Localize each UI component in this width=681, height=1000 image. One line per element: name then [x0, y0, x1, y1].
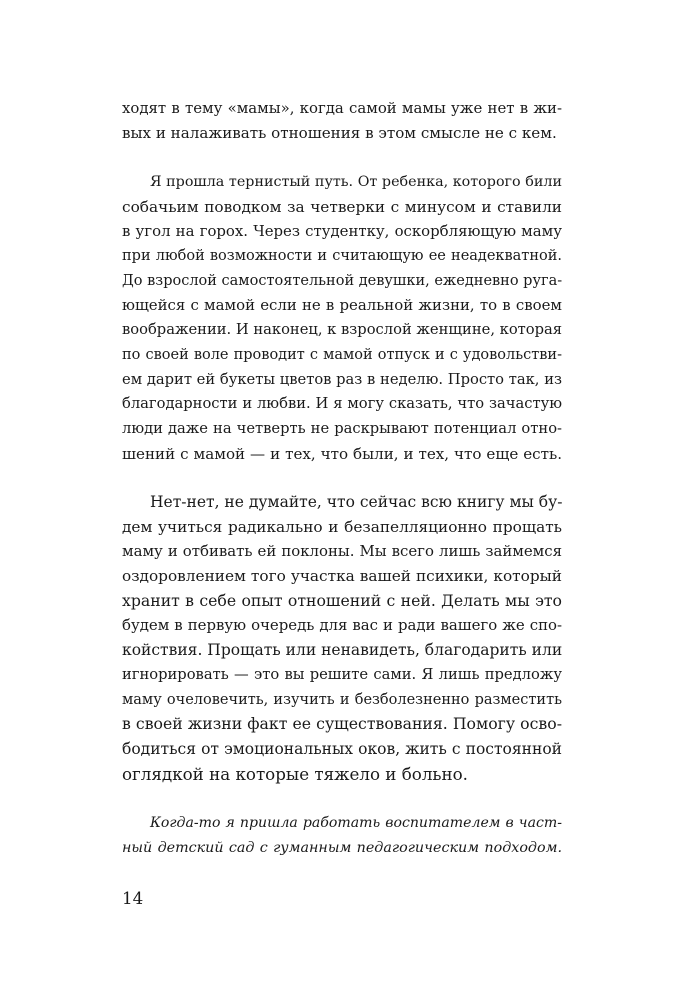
paragraph-4-italic [122, 811, 562, 860]
text-line: воображении. И наконец, к взрослой женщине, которая [122, 321, 563, 339]
page-number: 14 [122, 888, 144, 908]
paragraph-1 [122, 96, 562, 145]
text-line: койствия. Прощать или ненавидеть, благодарить или [122, 641, 563, 660]
text-line: оздоровлением того участка вашей психики, который [122, 567, 562, 586]
text-line: ем дарит ей букеты цветов раз в неделю. Просто так, из [122, 370, 562, 388]
text-line: маму очеловечить, изучить и безболезненно разместить [122, 691, 562, 708]
text-line: маму и отбивать ей поклоны. Мы всего лишь займемся [122, 542, 562, 561]
text-line: в угол на горох. Через студентку, оскорбляющую маму [122, 222, 562, 241]
text-line: шений с мамой — и тех, что были, и тех, что еще есть. [122, 444, 562, 463]
text-line: в своей жизни факт ее существования. Помогу осво- [122, 714, 562, 734]
text-line: ходят в тему «мамы», когда самой мамы уже нет в жи- [122, 99, 562, 117]
text-line: будем в первую очередь для вас и ради вашего же спо- [122, 616, 562, 635]
text-line: оглядкой на которые тяжело и больно. [122, 763, 468, 784]
text-line: Нет-нет, не думайте, что сейчас всю книгу мы бу- [150, 493, 563, 511]
text-line: благодарности и любви. И я могу сказать, что зачастую [122, 395, 562, 413]
text-line: дем учиться радикально и безапелляционно прощать [122, 517, 562, 536]
paragraph-2 [122, 170, 562, 466]
text-line: ющейся с мамой если не в реальной жизни, то в своем [122, 296, 562, 315]
text-line: люди даже на четверть не раскрывают потенциал отно- [122, 419, 562, 437]
text-line: бодиться от эмоциональных оков, жить с постоянной [122, 739, 562, 758]
text-line: собачьим поводком за четверки с минусом и ставили [122, 197, 562, 216]
text-line: Когда-то я пришла работать воспитателем в част- [150, 815, 562, 831]
text-line: при любой возможности и считающую ее неадекватной. [122, 248, 562, 265]
text-line: ный детский сад с гуманным педагогическим подходом. [122, 839, 562, 856]
text-line: До взрослой самостоятельной девушки, ежедневно руга- [122, 272, 563, 289]
text-line: хранит в себе опыт отношений с ней. Делать мы это [122, 590, 562, 610]
text-line: Я прошла тернистый путь. От ребенка, которого били [150, 174, 562, 190]
text-line: по своей воле проводит с мамой отпуск и с удовольстви- [122, 346, 562, 363]
text-line: вых и налаживать отношения в этом смысле не с кем. [122, 123, 557, 142]
text-line: игнорировать — это вы решите сами. Я лишь предложу [122, 665, 562, 683]
paragraph-3 [122, 490, 562, 786]
